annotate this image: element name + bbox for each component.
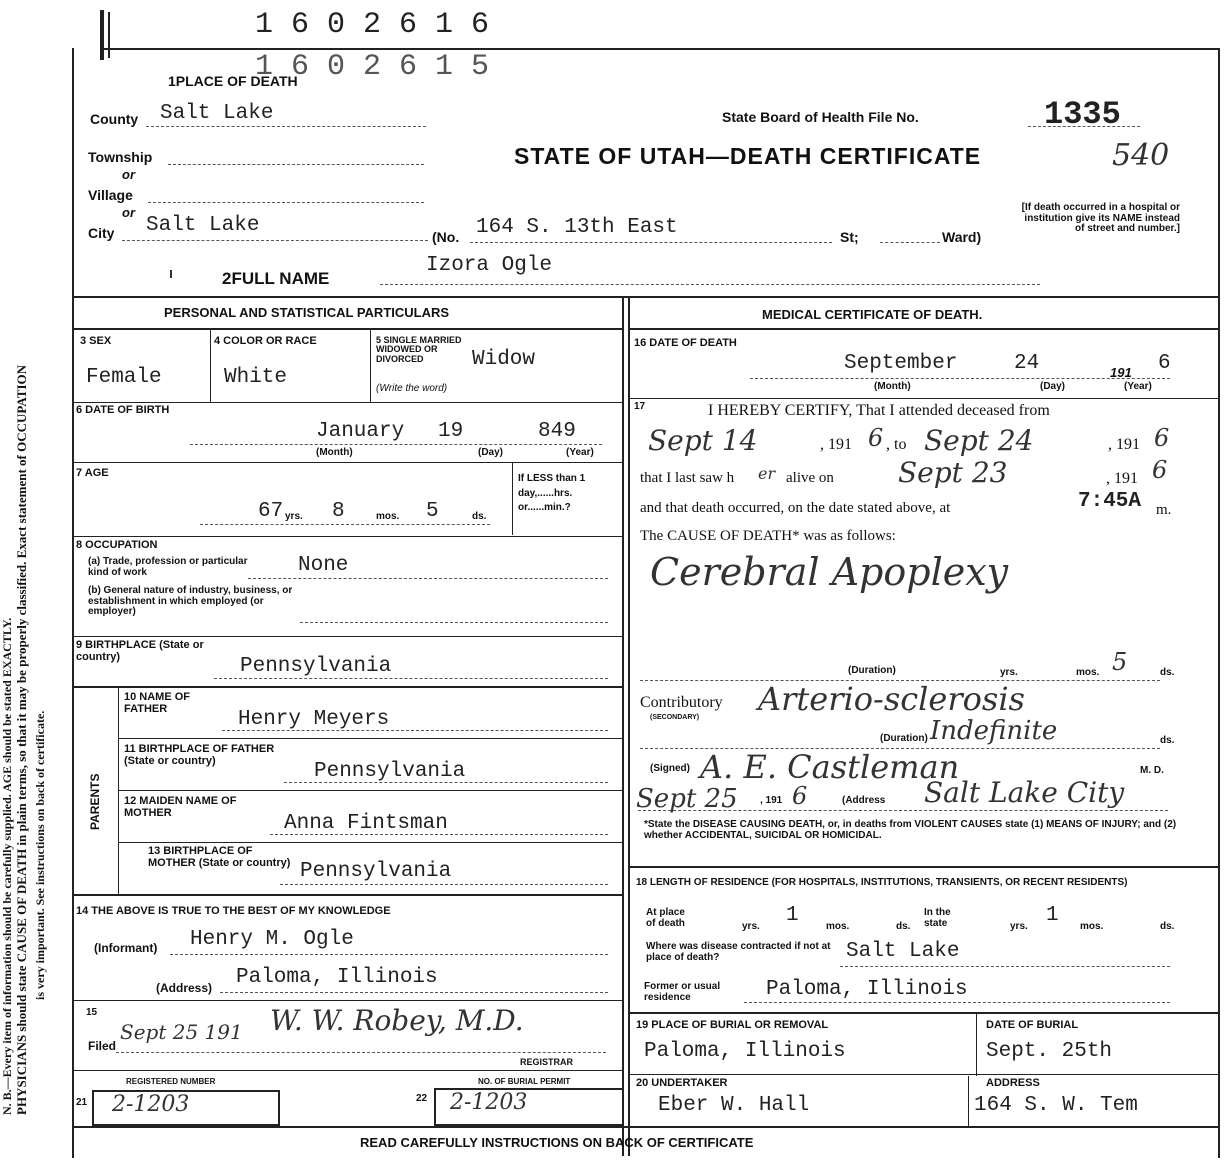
marital-note: (Write the word) <box>376 383 448 394</box>
father-value: Henry Meyers <box>238 708 390 731</box>
dob-year-label: (Year) <box>566 447 594 458</box>
comma-191-c: , 191 <box>1106 470 1138 487</box>
dod-year: 6 <box>1158 352 1171 375</box>
no-label: (No. <box>432 229 460 245</box>
former-value: Paloma, Illinois <box>766 978 968 1001</box>
age-yrs-label: yrs. <box>285 511 303 522</box>
sign-address-label: (Address <box>842 795 886 806</box>
age-label: 7 AGE <box>76 467 109 479</box>
registrar-label: REGISTRAR <box>520 1057 574 1067</box>
or-label-1: or <box>122 167 135 182</box>
township-label: Township <box>88 149 153 165</box>
former-label: Former or usual residence <box>644 981 721 1003</box>
county-label: County <box>90 111 139 127</box>
in-state-label: In the state <box>924 907 951 929</box>
ward-label: Ward) <box>942 229 982 245</box>
dod-year-label: (Year) <box>1124 381 1152 392</box>
to-year: 6 <box>1154 424 1170 452</box>
village-label: Village <box>88 187 133 203</box>
sign-year: 6 <box>792 782 808 810</box>
dod-month-label: (Month) <box>874 381 911 392</box>
last-saw-label: that I last saw h <box>640 470 735 486</box>
place-heading: 1PLACE OF DEATH <box>168 73 298 89</box>
sex-value: Female <box>86 366 162 389</box>
or-label-2: or <box>122 205 135 220</box>
item22-label: 22 <box>416 1093 428 1104</box>
in-ds-label: ds. <box>1160 921 1175 932</box>
mother-bp-label: 13 BIRTHPLACE OF MOTHER (State or country) <box>148 845 291 869</box>
filed-handwritten: Sept 25 191 <box>120 1020 243 1044</box>
alive-label: alive on <box>786 470 834 486</box>
from-handwritten: Sept 14 <box>648 424 758 457</box>
cause-label: The CAUSE OF DEATH* was as follows: <box>640 528 896 544</box>
reg-no-label: REGISTERED NUMBER <box>126 1077 216 1086</box>
dob-month: January <box>316 420 405 443</box>
contributory-label: Contributory <box>640 694 723 711</box>
undertaker-address-value: 164 S. W. Tem <box>974 1094 1138 1117</box>
medical-heading: MEDICAL CERTIFICATE OF DEATH. <box>762 307 983 322</box>
signed-handwritten: A. E. Castleman <box>700 748 960 786</box>
occ-b-label: (b) General nature of industry, business, or establishment in which employed (or employer) <box>88 585 293 617</box>
dur-yrs-label: yrs. <box>1000 667 1018 678</box>
informant-value: Henry M. Ogle <box>190 928 354 951</box>
hospital-note: [If death occurred in a hospital or institution give its NAME instead of street and number.] <box>1021 202 1180 234</box>
age-months: 8 <box>332 500 345 523</box>
margin-text-3: is very important. See instructions on back of certificate. <box>33 710 47 1000</box>
father-label: 10 NAME OF FATHER <box>124 691 191 715</box>
duration-label-2: (Duration) <box>880 733 928 744</box>
at-place-yrs: 1 <box>786 904 799 927</box>
birthplace-label: 9 BIRTHPLACE (State or country) <box>76 639 204 663</box>
mother-label: 12 MAIDEN NAME OF MOTHER <box>124 795 237 819</box>
file-number: 1335 <box>1044 96 1121 133</box>
last-saw-handwritten: Sept 23 <box>898 456 1008 489</box>
age-days: 5 <box>426 500 439 523</box>
contributory-handwritten: Arterio-sclerosis <box>758 680 1025 718</box>
mother-bp-value: Pennsylvania <box>300 860 452 883</box>
race-value: White <box>224 366 288 389</box>
filed-label: Filed <box>88 1039 117 1053</box>
in-yrs-label: yrs. <box>1010 921 1028 932</box>
burial-permit-value: 2-1203 <box>450 1090 528 1115</box>
age-ds-label: ds. <box>472 511 487 522</box>
knowledge-label: 14 THE ABOVE IS TRUE TO THE BEST OF MY KNOWLEDGE <box>76 905 391 917</box>
mother-value: Anna Fintsman <box>284 812 448 835</box>
sex-label: 3 SEX <box>80 335 112 347</box>
from-year: 6 <box>868 424 884 452</box>
in-state-yrs: 1 <box>1046 904 1059 927</box>
top-number-1: 1 6 0 2 6 1 6 <box>255 8 490 42</box>
undertaker-value: Eber W. Hall <box>658 1094 810 1117</box>
state-note: *State the DISEASE CAUSING DEATH, or, in deaths from VIOLENT CAUSES state (1) MEANS OF INJURY; and (2) whether ACCIDENTAL, SUICIDAL OR HOMICIDAL. <box>644 819 1177 841</box>
small-mark <box>170 270 172 278</box>
last-saw-year: 6 <box>1152 456 1168 484</box>
signed-label: (Signed) <box>650 763 690 774</box>
duration-label-1: (Duration) <box>848 665 896 676</box>
dob-day-label: (Day) <box>478 447 504 458</box>
death-time: 7:45A <box>1078 490 1142 513</box>
cause-handwritten: Cerebral Apoplexy <box>650 550 1009 594</box>
sign-191-label: , 191 <box>760 795 783 806</box>
burial-date-label: DATE OF BURIAL <box>986 1019 1079 1031</box>
registrar-handwritten: W. W. Robey, M.D. <box>270 1004 524 1037</box>
informant-label: (Informant) <box>94 941 158 955</box>
secondary-label: (SECONDARY) <box>650 714 700 721</box>
city-value: Salt Lake <box>146 214 260 237</box>
race-label: 4 COLOR OR RACE <box>214 335 317 347</box>
dod-day-label: (Day) <box>1040 381 1066 392</box>
burial-permit-label: NO. OF BURIAL PERMIT <box>478 1077 571 1086</box>
dur-ds-label: ds. <box>1160 667 1175 678</box>
occ-a-label: (a) Trade, profession or particular kind of work <box>88 556 248 578</box>
st-label: St; <box>840 229 859 245</box>
undertaker-address-label: ADDRESS <box>986 1077 1040 1089</box>
duration2-handwritten: Indefinite <box>930 716 1058 746</box>
contracted-value: Salt Lake <box>846 940 960 963</box>
undertaker-label: 20 UNDERTAKER <box>636 1077 728 1089</box>
dur2-ds-label: ds. <box>1160 735 1175 746</box>
comma-191-a: , 191 <box>820 436 852 453</box>
file-label: State Board of Health File No. <box>722 109 919 125</box>
to-handwritten: Sept 24 <box>924 424 1034 457</box>
to-label: , to <box>886 436 907 453</box>
footer-text: READ CAREFULLY INSTRUCTIONS ON BACK OF CERTIFICATE <box>360 1135 754 1150</box>
item15-label: 15 <box>86 1007 98 1018</box>
in-mos-label: mos. <box>1080 921 1104 932</box>
title-handwritten: 540 <box>1112 138 1170 173</box>
md-label: M. D. <box>1140 765 1164 776</box>
age-years: 67 <box>258 500 284 523</box>
at-mos-label: mos. <box>826 921 850 932</box>
dob-month-label: (Month) <box>316 447 353 458</box>
marital-value: Widow <box>472 348 536 371</box>
residence-label: 18 LENGTH OF RESIDENCE (FOR HOSPITALS, INSTITUTIONS, TRANSIENTS, OR RECENT RESIDENTS) <box>636 877 1128 888</box>
parents-label: PARENTS <box>88 773 102 830</box>
item17-label: 17 <box>634 401 646 412</box>
duration-mos: 5 <box>1112 648 1128 676</box>
occupation-label: 8 OCCUPATION <box>76 539 158 551</box>
at-ds-label: ds. <box>896 921 911 932</box>
marital-label: 5 SINGLE MARRIED WIDOWED OR DIVORCED <box>376 335 462 364</box>
occurred-label: and that death occurred, on the date stated above, at <box>640 500 951 516</box>
at-yrs-label: yrs. <box>742 921 760 932</box>
informant-address-label: (Address) <box>156 981 213 995</box>
item21-label: 21 <box>76 1097 88 1108</box>
her-handwritten: er <box>758 464 776 483</box>
informant-address-value: Paloma, Illinois <box>236 966 438 989</box>
burial-place-value: Paloma, Illinois <box>644 1040 846 1063</box>
certify-text: I HEREBY CERTIFY, That I attended deceased from <box>708 402 1050 419</box>
top-number-2: 1 6 0 2 6 1 5 <box>255 50 490 84</box>
dod-label: 16 DATE OF DEATH <box>634 337 737 349</box>
full-name-value: Izora Ogle <box>426 254 553 277</box>
sign-address-handwritten: Salt Lake City <box>924 776 1125 809</box>
full-name-label: 2FULL NAME <box>222 269 330 288</box>
dob-label: 6 DATE OF BIRTH <box>76 404 170 416</box>
m-label: m. <box>1156 502 1172 518</box>
at-place-label: At place of death <box>646 907 685 929</box>
dob-year: 849 <box>538 420 576 443</box>
street-value: 164 S. 13th East <box>476 216 678 239</box>
age-less-label: If LESS than 1 day,......hrs. or......min.? <box>518 473 586 513</box>
sign-date-handwritten: Sept 25 <box>636 784 738 814</box>
dod-day: 24 <box>1014 352 1040 375</box>
margin-text-1: PHYSICIANS should state CAUSE OF DEATH in plain terms, so that it may be properly classified. Exact statement of OCCUPATION <box>14 364 29 1115</box>
dur-mos-label: mos. <box>1076 667 1100 678</box>
county-value: Salt Lake <box>160 102 274 125</box>
burial-place-label: 19 PLACE OF BURIAL OR REMOVAL <box>636 1019 829 1031</box>
contracted-label: Where was disease contracted if not at place of death? <box>646 941 831 963</box>
father-bp-label: 11 BIRTHPLACE OF FATHER (State or country) <box>124 743 275 767</box>
dod-year-prefix: 191 <box>1110 365 1132 380</box>
comma-191-b: , 191 <box>1108 436 1140 453</box>
dod-month: September <box>844 352 958 375</box>
age-mos-label: mos. <box>376 511 400 522</box>
reg-no-value: 2-1203 <box>112 1092 190 1117</box>
personal-heading: PERSONAL AND STATISTICAL PARTICULARS <box>164 305 450 320</box>
dob-day: 19 <box>438 420 464 443</box>
burial-date-value: Sept. 25th <box>986 1040 1113 1063</box>
margin-text-2: N. B.—Every item of information should be carefully supplied. AGE should be stated EXACTLY. <box>0 617 14 1115</box>
certificate-title: STATE OF UTAH—DEATH CERTIFICATE <box>514 143 982 169</box>
occupation-value: None <box>298 554 349 577</box>
city-label: City <box>88 225 115 241</box>
father-bp-value: Pennsylvania <box>314 760 466 783</box>
birthplace-value: Pennsylvania <box>240 655 392 678</box>
